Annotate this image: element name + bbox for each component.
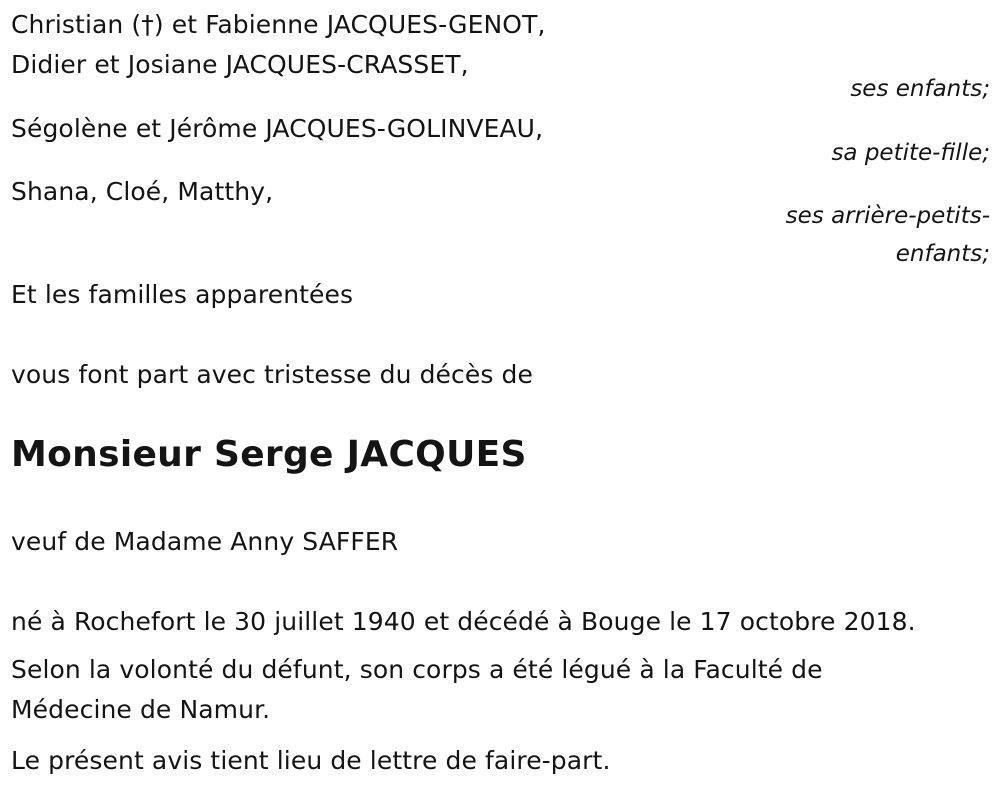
body-donation-line-1: Selon la volonté du défunt, son corps a été légué à la Faculté de: [11, 655, 823, 684]
widower-line: veuf de Madame Anny SAFFER: [11, 527, 399, 556]
family-line-granddaughter: Ségolène et Jérôme JACQUES-GOLINVEAU,: [11, 114, 544, 143]
role-granddaughter: sa petite-fille;: [831, 140, 990, 166]
body-donation-line-2: Médecine de Namur.: [11, 695, 271, 724]
family-line-relatives: Et les familles apparentées: [11, 280, 354, 309]
birth-death-line: né à Rochefort le 30 juillet 1940 et décédé à Bouge le 17 octobre 2018.: [11, 607, 916, 636]
announcement-intro: vous font part avec tristesse du décès de: [11, 360, 533, 389]
family-line-children-2: Didier et Josiane JACQUES-CRASSET,: [11, 50, 469, 79]
family-line-greatgrandchildren: Shana, Cloé, Matthy,: [11, 177, 274, 206]
closing-line: Le présent avis tient lieu de lettre de faire-part.: [11, 746, 611, 775]
role-greatgrandchildren-2: enfants;: [895, 241, 990, 267]
family-line-children-1: Christian (†) et Fabienne JACQUES-GENOT,: [11, 10, 546, 39]
role-greatgrandchildren-1: ses arrière-petits-: [785, 203, 990, 229]
deceased-name: Monsieur Serge JACQUES: [11, 434, 527, 475]
role-children: ses enfants;: [850, 76, 990, 102]
